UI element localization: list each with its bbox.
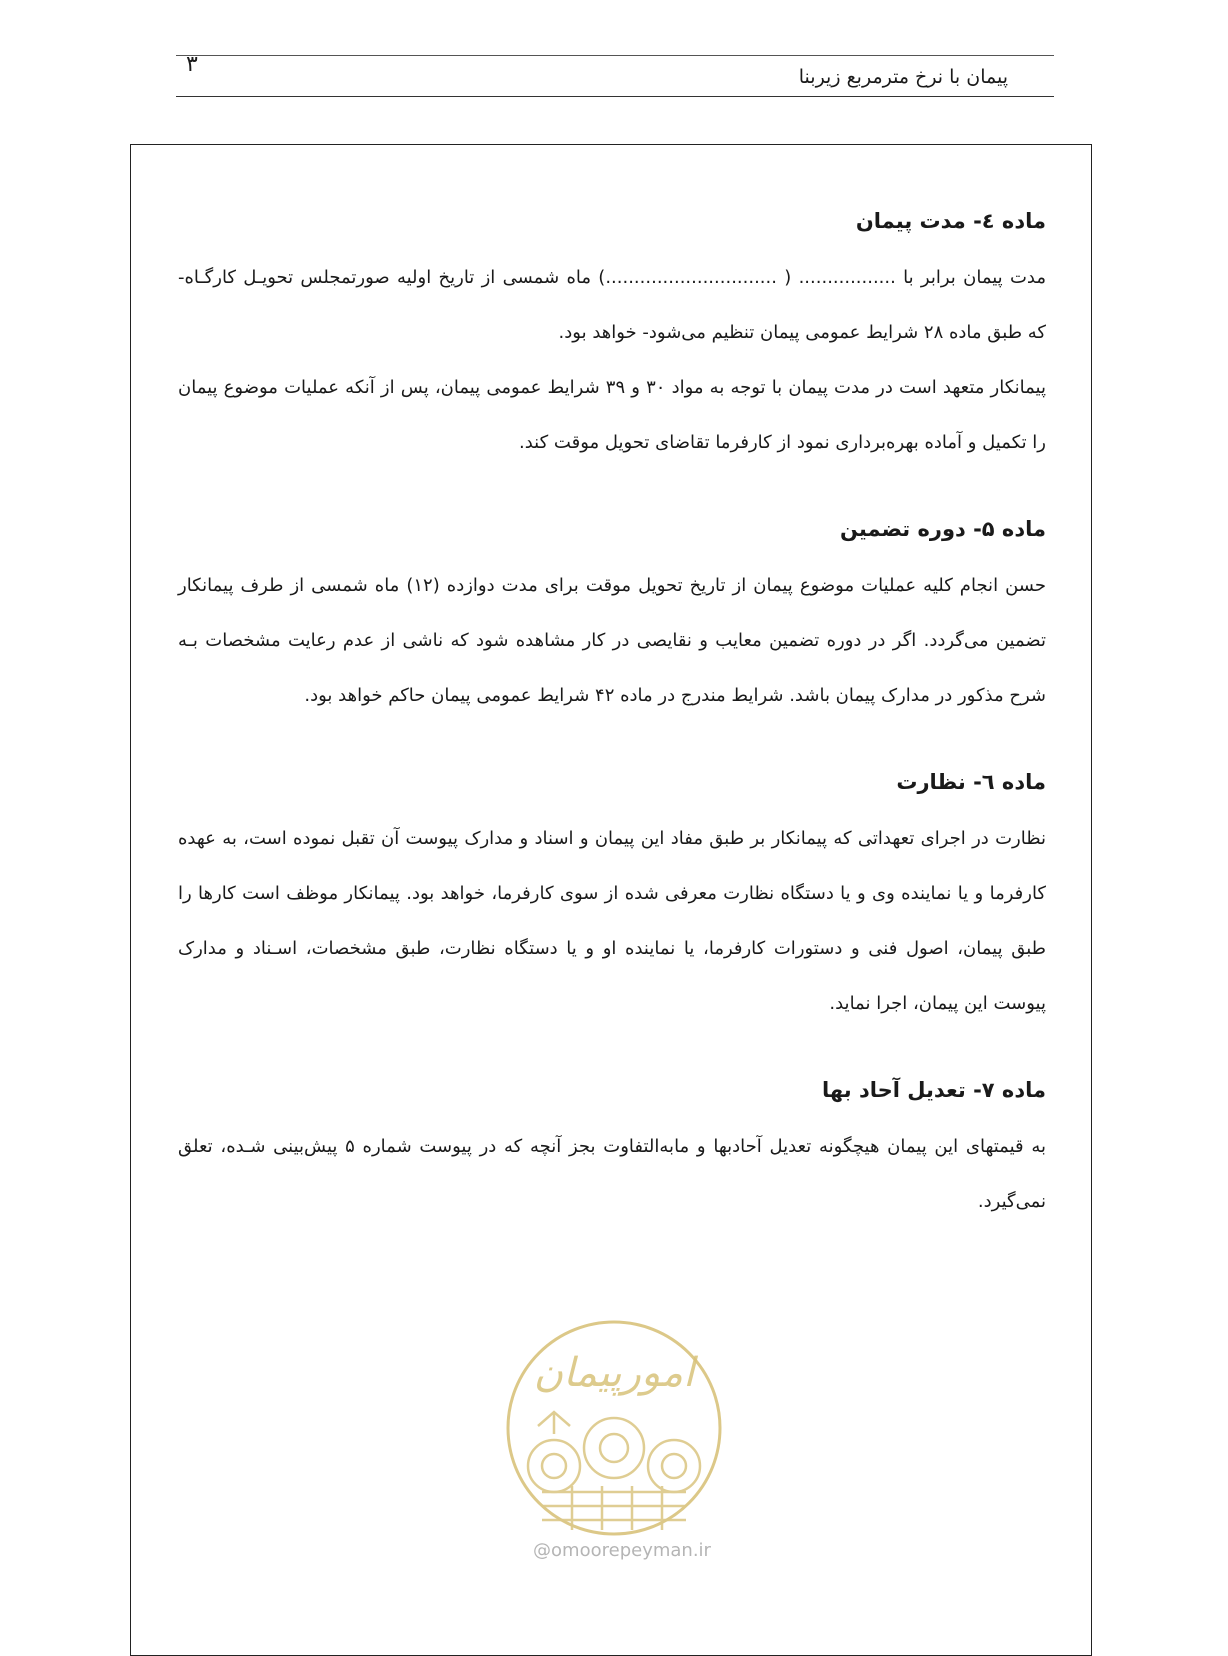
paragraph: به قیمتهای این پیمان هیچگونه تعدیل آحادبها و مابه‌التفاوت بجز آنچه که در پیوست شماره ۵ پیش‌بینی شـده، تعلق نمی‌گیرد.	[178, 1136, 1047, 1212]
document-body	[178, 206, 1046, 1273]
section-heading: ماده ۷- تعدیل آحاد بها	[822, 1078, 1046, 1102]
article-6	[178, 767, 1046, 1031]
gear-icon	[648, 1440, 700, 1492]
watermark-logo	[502, 1316, 726, 1540]
watermark-site: @omoorepeyman.ir	[533, 1540, 711, 1561]
section-heading: ماده ٤- مدت پیمان	[855, 209, 1046, 233]
paragraph: مدت پیمان برابر با ................. ( ..............................) ماه شمسی از تاریخ اولیه صورتمجلس تحویـل کارگـاه- که طبق ماده ۲۸ شرایط عمومی پیمان تنظیم می‌شود- خواهد بود.	[178, 267, 1046, 343]
watermark-logo-text: امورپیمان	[533, 1350, 695, 1396]
article-7	[178, 1075, 1046, 1229]
section-heading: ماده ۵- دوره تضمین	[840, 517, 1046, 541]
header-rule	[176, 96, 1054, 97]
paragraph: نظارت در اجرای تعهداتی که پیمانکار بر طبق مفاد این پیمان و اسناد و مدارک پیوست آن تقبل نموده است، به عهده کارفرما و یا نماینده وی و یا دستگاه نظارت معرفی شده از سوی کارفرما، خواهد بود. پیمانکار موظف است کارها را طبق پیمان، اصول فنی و دستورات کارفرما، یا نماینده او و یا دستگاه نظارت، طبق مشخصات، اسـناد و مدارک پیوست این پیمان، اجرا نماید.	[178, 828, 1046, 1014]
top-rule	[176, 55, 1054, 56]
page-number: ۳	[186, 52, 198, 77]
gear-icon	[528, 1440, 580, 1492]
gear-icon	[584, 1418, 644, 1478]
paragraph: حسن انجام کلیه عملیات موضوع پیمان از تاریخ تحویل موقت برای مدت دوازده (۱۲) ماه شمسی از طرف پیمانکار تضمین می‌گردد. اگر در دوره تضمین معایب و نقایصی در کار مشاهده شود که ناشی از عدم رعایت مشخصات بـه شرح مذکور در مدارک پیمان باشد. شرایط مندرج در ماده ۴۲ شرایط عمومی پیمان حاکم خواهد بود.	[178, 575, 1046, 706]
running-title: پیمان با نرخ مترمربع زیربنا	[798, 66, 1008, 88]
article-5	[178, 514, 1046, 723]
paragraph: پیمانکار متعهد است در مدت پیمان با توجه به مواد ۳۰ و ۳۹ شرایط عمومی پیمان، پس از آنکه عملیات موضوع پیمان را تکمیل و آماده بهره‌برداری نمود از کارفرما تقاضای تحویل موقت کند.	[178, 377, 1046, 453]
article-4	[178, 206, 1046, 470]
section-heading: ماده ٦- نظارت	[896, 770, 1046, 794]
